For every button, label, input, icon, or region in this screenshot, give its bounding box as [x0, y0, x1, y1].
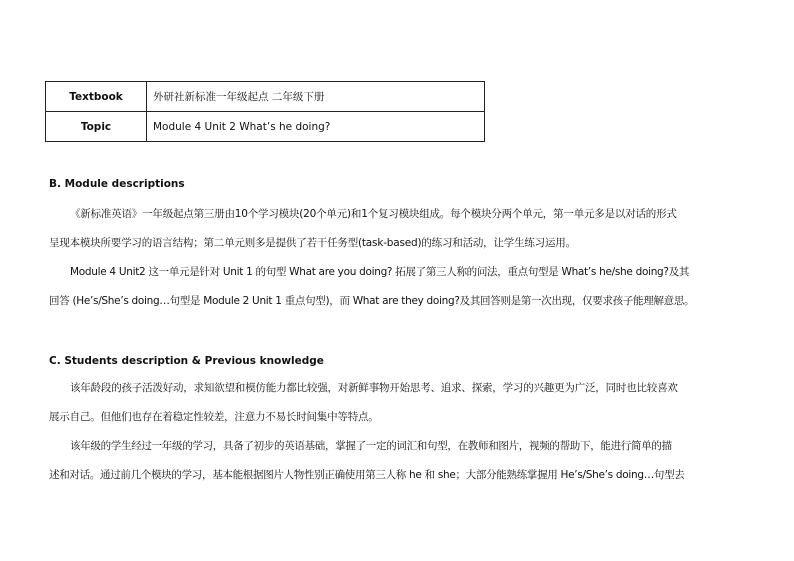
textbook-label: Textbook	[46, 82, 147, 112]
section-b-p2-line-2: 回答 (He’s/She’s doing…句型是 Module 2 Unit 1 重点句型)，而 What are they doing?及其回答则是第一次出现，仅要求孩子能理解意思。	[49, 295, 695, 307]
section-c-p1-line-2: 展示自己。但他们也存在着稳定性较差，注意力不易长时间集中等特点。	[49, 411, 379, 423]
section-c-heading: C. Students description & Previous knowledge	[49, 355, 324, 367]
topic-value: Module 4 Unit 2 What’s he doing?	[147, 112, 485, 142]
topic-row	[46, 112, 485, 142]
section-b-heading: B. Module descriptions	[49, 178, 185, 190]
section-b-paragraph-2	[49, 258, 749, 316]
section-c-p1-line-1: 该年龄段的孩子活泼好动，求知欲望和模仿能力都比较强，对新鲜事物开始思考、追求、探索，学习的兴趣更为广泛，同时也比较喜欢	[70, 382, 678, 394]
section-c-paragraph-1	[49, 374, 749, 432]
textbook-row	[46, 82, 485, 112]
section-c-p2-line-2: 述和对话。通过前几个模块的学习，基本能根据图片人物性别正确使用第三人称 he 和 she；大部分能熟练掌握用 He’s/She’s doing…句型去	[49, 469, 685, 481]
section-b-p1-line-2: 呈现本模块所要学习的语言结构；第二单元则多是提供了若干任务型(task-based)的练习和活动，让学生练习运用。	[49, 237, 576, 249]
textbook-value: 外研社新标准一年级起点 二年级下册	[147, 82, 485, 112]
section-c-p2-line-1: 该年级的学生经过一年级的学习，具备了初步的英语基础，掌握了一定的词汇和句型，在教师和图片，视频的帮助下，能进行简单的描	[70, 440, 672, 452]
section-c-paragraph-2	[49, 432, 749, 490]
section-b-paragraph-1	[49, 200, 749, 258]
section-b-p1-line-1: 《新标准英语》一年级起点第三册由10个学习模块(20个单元)和1个复习模块组成。每个模块分两个单元，第一单元多是以对话的形式	[70, 208, 677, 220]
topic-label: Topic	[46, 112, 147, 142]
info-table	[45, 81, 485, 142]
section-b-p2-line-1: Module 4 Unit2 这一单元是针对 Unit 1 的句型 What are you doing? 拓展了第三人称的问法，重点句型是 What’s he/she doing?及其	[70, 266, 690, 278]
